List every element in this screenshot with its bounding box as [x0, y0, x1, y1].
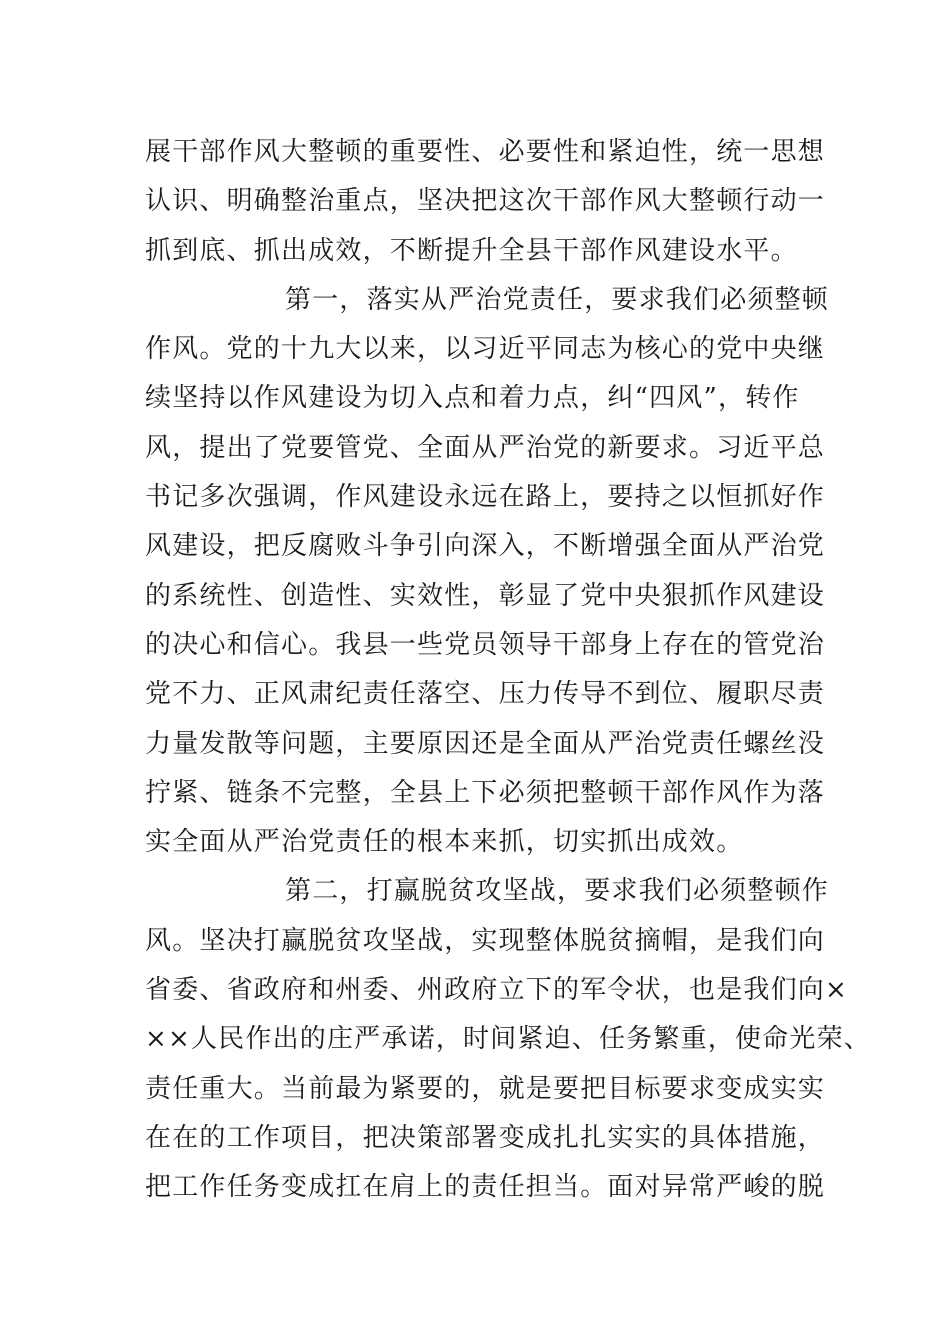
body-text [145, 128, 871, 1213]
text-line: 风，提出了党要管党、全面从严治党的新要求。习近平总 [145, 432, 826, 463]
text-line: ××人民作出的庄严承诺，时间紧迫、任务繁重，使命光荣、 [145, 1024, 871, 1055]
text-line: 作风。党的十九大以来，以习近平同志为核心的党中央继 [145, 334, 826, 365]
text-line: 续坚持以作风建设为切入点和着力点，纠“四风”，转作 [145, 383, 800, 414]
text-line: 实全面从严治党责任的根本来抓，切实抓出成效。 [145, 827, 744, 858]
text-line: 的系统性、创造性、实效性，彰显了党中央狠抓作风建设 [145, 580, 826, 611]
text-line: 把工作任务变成扛在肩上的责任担当。面对异常严峻的脱 [145, 1172, 826, 1203]
text-line: 党不力、正风肃纪责任落空、压力传导不到位、履职尽责 [145, 679, 826, 710]
text-line: 省委、省政府和州委、州政府立下的军令状，也是我们向× [145, 975, 848, 1006]
text-line: 的决心和信心。我县一些党员领导干部身上存在的管党治 [145, 629, 826, 660]
paragraph-first-line: 第二，打赢脱贫攻坚战，要求我们必须整顿作 [285, 876, 830, 907]
text-line: 力量发散等问题，主要原因还是全面从严治党责任螺丝没 [145, 728, 826, 759]
text-line: 在在的工作项目，把决策部署变成扎扎实实的具体措施， [145, 1122, 826, 1153]
text-line: 风。坚决打赢脱贫攻坚战，实现整体脱贫摘帽，是我们向 [145, 925, 826, 956]
text-line: 风建设，把反腐败斗争引向深入，不断增强全面从严治党 [145, 531, 826, 562]
text-line: 认识、明确整治重点，坚决把这次干部作风大整顿行动一 [145, 186, 826, 217]
text-line: 书记多次强调，作风建设永远在路上，要持之以恒抓好作 [145, 482, 826, 513]
text-line: 展干部作风大整顿的重要性、必要性和紧迫性，统一思想 [145, 137, 826, 167]
text-line: 拧紧、链条不完整，全县上下必须把整顿干部作风作为落 [145, 777, 826, 808]
text-line: 抓到底、抓出成效，不断提升全县干部作风建设水平。 [145, 235, 798, 266]
paragraph-first-line: 第一，落实从严治党责任，要求我们必须整顿 [285, 284, 830, 315]
text-line: 责任重大。当前最为紧要的，就是要把目标要求变成实实 [145, 1073, 826, 1104]
